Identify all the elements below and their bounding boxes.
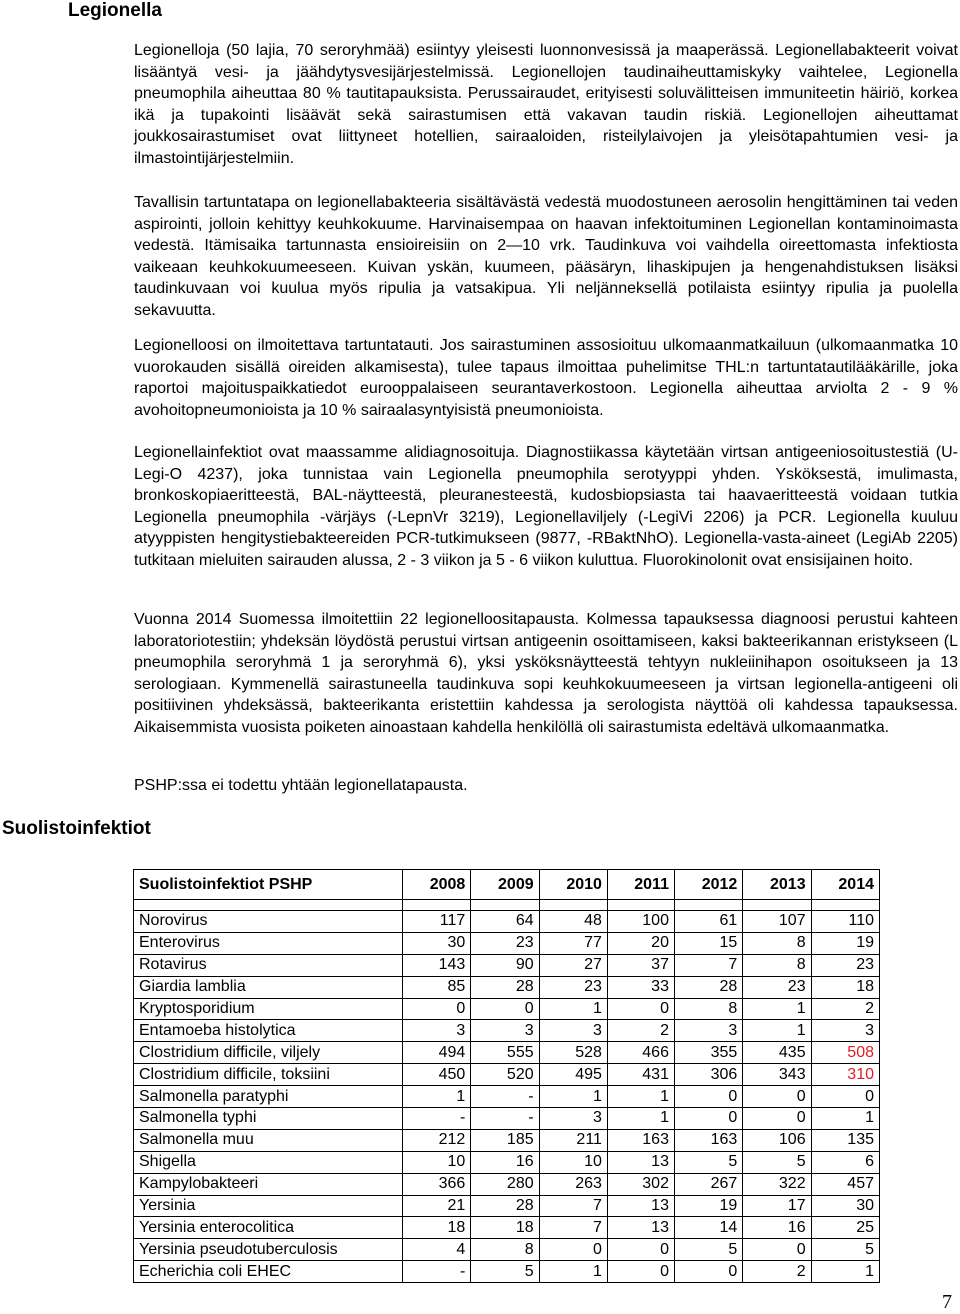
- infection-name-cell: Clostridium difficile, viljely: [134, 1042, 403, 1064]
- table-row: [134, 1261, 880, 1283]
- spacer-cell: [674, 900, 742, 911]
- value-cell: 33: [607, 976, 674, 998]
- value-cell: 0: [674, 1261, 742, 1283]
- page-number: 7: [942, 1291, 952, 1313]
- value-cell: 19: [674, 1195, 742, 1217]
- value-cell: 77: [539, 932, 607, 954]
- section-heading-legionella: Legionella: [68, 0, 162, 21]
- value-cell: 7: [674, 954, 742, 976]
- value-cell: 13: [607, 1195, 674, 1217]
- year-header: 2012: [674, 870, 742, 900]
- infection-name-cell: Salmonella paratyphi: [134, 1086, 403, 1108]
- value-cell: 143: [403, 954, 471, 976]
- value-cell: 110: [811, 911, 879, 933]
- value-cell: 343: [743, 1064, 811, 1086]
- table-row: [134, 976, 880, 998]
- table-row: [134, 954, 880, 976]
- value-cell: 555: [471, 1042, 539, 1064]
- value-cell: 1: [539, 1261, 607, 1283]
- value-cell: 25: [811, 1217, 879, 1239]
- value-cell: 8: [743, 954, 811, 976]
- infection-name-cell: Enterovirus: [134, 932, 403, 954]
- value-cell: 16: [743, 1217, 811, 1239]
- value-cell: 1: [811, 1261, 879, 1283]
- value-cell: 6: [811, 1151, 879, 1173]
- value-cell: 7: [539, 1217, 607, 1239]
- infection-name-cell: Clostridium difficile, toksiini: [134, 1064, 403, 1086]
- value-cell: 15: [674, 932, 742, 954]
- value-cell: 106: [743, 1129, 811, 1151]
- value-cell: 28: [674, 976, 742, 998]
- value-cell: -: [471, 1086, 539, 1108]
- value-cell: 5: [811, 1239, 879, 1261]
- legionella-paragraph-6: [134, 775, 958, 797]
- table-row: [134, 1042, 880, 1064]
- value-cell: 366: [403, 1173, 471, 1195]
- value-cell: 21: [403, 1195, 471, 1217]
- value-cell: 2: [811, 998, 879, 1020]
- value-cell: 5: [674, 1151, 742, 1173]
- value-cell: 30: [811, 1195, 879, 1217]
- paragraph-text: Tavallisin tartuntatapa on legionellabakteeria sisältävästä vedestä muodostuneen aerosolin hengittäminen tai veden aspirointi, jolloin kehittyy keuhkokuume. Harvinaisempaa on haavan infektoituminen Legionellan kontaminoimasta vedestä. Itämisaika tartunnasta ensioireisiin on 2—10 vrk. Taudinkuva voi vaihdella oireettomasta infektiosta vaikeaan keuhkokuumeeseen. Kuivan yskän, kuumeen, pääsäryn, lihaskipujen ja hengenahdistuksen lisäksi taudinkuvaan voi kuulua myös ripulia ja vatsakipua. Yli neljänneksellä potilaista esiintyy ripulia ja puolella sekavuutta.: [134, 194, 958, 319]
- value-cell: 2: [743, 1261, 811, 1283]
- value-cell: 520: [471, 1064, 539, 1086]
- value-cell: 23: [743, 976, 811, 998]
- value-cell: 1: [539, 998, 607, 1020]
- value-cell: 20: [607, 932, 674, 954]
- value-cell: 23: [471, 932, 539, 954]
- table-row: [134, 998, 880, 1020]
- value-cell: 28: [471, 1195, 539, 1217]
- value-cell: 2: [607, 1020, 674, 1042]
- paragraph-text: Legionelloosi on ilmoitettava tartuntatauti. Jos sairastuminen assosioituu ulkomaanmatkailuun (ulkomaanmatka 10 vuorokauden sisällä oireiden alkamisesta), tulee tapaus ilmoittaa puhelimitse THL:n tartuntatautilääkärille, joka raportoi majoituspaikkatiedot eurooppalaiseen seurantaverkostoon. Legionella aiheuttaa arviolta 2 - 9 % avohoitopneumonioista ja 10 % sairaalasyntyisistä pneumonioista.: [134, 337, 958, 419]
- infection-name-cell: Kryptosporidium: [134, 998, 403, 1020]
- value-cell: 163: [607, 1129, 674, 1151]
- value-cell: 302: [607, 1173, 674, 1195]
- legionella-paragraph-3: [134, 335, 958, 421]
- infection-name-cell: Echerichia coli EHEC: [134, 1261, 403, 1283]
- table-row: [134, 911, 880, 933]
- value-cell: 5: [743, 1151, 811, 1173]
- table-row: [134, 1064, 880, 1086]
- infection-name-cell: Giardia lamblia: [134, 976, 403, 998]
- value-cell: 310: [811, 1064, 879, 1086]
- value-cell: 107: [743, 911, 811, 933]
- table-row: [134, 1195, 880, 1217]
- table-row: [134, 1129, 880, 1151]
- value-cell: 322: [743, 1173, 811, 1195]
- table-title: Suolistoinfektiot PSHP: [134, 870, 403, 900]
- value-cell: 5: [674, 1239, 742, 1261]
- value-cell: 64: [471, 911, 539, 933]
- value-cell: 457: [811, 1173, 879, 1195]
- value-cell: -: [471, 1108, 539, 1130]
- value-cell: 0: [607, 1239, 674, 1261]
- legionella-paragraph-1: [134, 40, 958, 170]
- value-cell: 18: [403, 1217, 471, 1239]
- infection-name-cell: Shigella: [134, 1151, 403, 1173]
- table-spacer-row: [134, 900, 880, 911]
- infection-name-cell: Norovirus: [134, 911, 403, 933]
- value-cell: 28: [471, 976, 539, 998]
- value-cell: 466: [607, 1042, 674, 1064]
- value-cell: 0: [539, 1239, 607, 1261]
- suolistoinfektiot-table: [133, 869, 880, 1283]
- paragraph-text: Vuonna 2014 Suomessa ilmoitettiin 22 legionelloositapausta. Kolmessa tapauksessa diagnoosi perustui kahteen laboratoriotestiin; yhdeksän löydöstä perustui virtsan antigeenin osoittamiseen, kaksi bakteerikannan eristykseen (L pneumophila seroryhmä 1 ja seroryhmä 6), yksi ysköksnäytteestä tehtyyn nukleiinihapon osoitukseen ja 13 serologiaan. Kymmenellä sairastuneella taudinkuva sopi keuhkokuumeeseen ja virtsan legionella-antigeeni oli positiivinen yhdeksässä, bakteerikanta eristettiin kahdessa ja serologista näyttöä oli kahdessa tapauksessa. Aikaisemmista vuosista poiketen ainoastaan kahdella henkilöllä oli sairastumista edeltävä ulkomaanmatka.: [134, 611, 958, 736]
- spacer-cell: [811, 900, 879, 911]
- value-cell: 18: [471, 1217, 539, 1239]
- infection-name-cell: Yersinia enterocolitica: [134, 1217, 403, 1239]
- value-cell: 5: [471, 1261, 539, 1283]
- value-cell: 528: [539, 1042, 607, 1064]
- table-row: [134, 932, 880, 954]
- infection-name-cell: Entamoeba histolytica: [134, 1020, 403, 1042]
- value-cell: 19: [811, 932, 879, 954]
- value-cell: 117: [403, 911, 471, 933]
- value-cell: 185: [471, 1129, 539, 1151]
- value-cell: 10: [539, 1151, 607, 1173]
- spacer-cell: [134, 900, 403, 911]
- value-cell: 90: [471, 954, 539, 976]
- section-heading-suolistoinfektiot: Suolistoinfektiot: [2, 818, 151, 839]
- value-cell: 8: [674, 998, 742, 1020]
- value-cell: 61: [674, 911, 742, 933]
- value-cell: 3: [811, 1020, 879, 1042]
- value-cell: 48: [539, 911, 607, 933]
- value-cell: 0: [743, 1239, 811, 1261]
- value-cell: 263: [539, 1173, 607, 1195]
- infection-name-cell: Kampylobakteeri: [134, 1173, 403, 1195]
- paragraph-text: Legionellainfektiot ovat maassamme alidiagnosoituja. Diagnostiikassa käytetään virtsan antigeeniosoitustestiä (U-Legi-O 4237), joka tunnistaa vain Legionella pneumophila serotyyppi yhden. Ysköksestä, imulimasta, bronkoskopiaeritteestä, BAL-näytteestä, pleuranesteestä, kudosbiopsiasta tai haavaeritteestä voidaan tutkia Legionella pneumophila -värjäys (-LepnVr 3219), Legionellaviljely (-LegiVi 2206) ja PCR. Legionella kuuluu atyyppisten hengitystiebakteereiden PCR-tutkimukseen (9877, -RBaktNhO). Legionella-vasta-aineet (LegiAb 2205) tutkitaan mieluiten sairauden alussa, 2 - 3 viikon ja 5 - 6 viikon kuluttua. Fluorokinolonit ovat ensisijainen hoito.: [134, 444, 958, 569]
- value-cell: 435: [743, 1042, 811, 1064]
- value-cell: 3: [403, 1020, 471, 1042]
- paragraph-text: Legionelloja (50 lajia, 70 seroryhmää) esiintyy yleisesti luonnonvesissä ja maaperässä. Legionellabakteerit voivat lisääntyä vesi- ja jäähdytysvesijärjestelmissä. Legionellojen taudinaiheuttamiskyky vaihtelee, Legionella pneumophila aiheuttaa 80 % tautitapauksista. Perussairaudet, erityisesti soluvälitteisen immuniteetin häiriö, korkea ikä ja tupakointi lisäävät sekä sairastumisen että vakavan taudin riskiä. Legionellojen aiheuttamat joukkosairastumiset ovat liittyneet hotellien, sairaaloiden, risteilylaivojen ja yleisötapahtumien vesi- ja ilmastointijärjestelmiin.: [134, 42, 958, 167]
- value-cell: 27: [539, 954, 607, 976]
- legionella-paragraph-4: [134, 442, 958, 572]
- value-cell: 1: [607, 1108, 674, 1130]
- value-cell: 267: [674, 1173, 742, 1195]
- value-cell: 23: [811, 954, 879, 976]
- value-cell: 18: [811, 976, 879, 998]
- value-cell: 30: [403, 932, 471, 954]
- table-row: [134, 1217, 880, 1239]
- spacer-cell: [607, 900, 674, 911]
- year-header: 2008: [403, 870, 471, 900]
- year-header: 2013: [743, 870, 811, 900]
- value-cell: 0: [607, 1261, 674, 1283]
- value-cell: 280: [471, 1173, 539, 1195]
- value-cell: 508: [811, 1042, 879, 1064]
- paragraph-text: PSHP:ssa ei todettu yhtään legionellatapausta.: [134, 777, 468, 794]
- value-cell: 495: [539, 1064, 607, 1086]
- spacer-cell: [743, 900, 811, 911]
- value-cell: 7: [539, 1195, 607, 1217]
- table-body: [134, 900, 880, 1283]
- value-cell: 100: [607, 911, 674, 933]
- value-cell: 23: [539, 976, 607, 998]
- value-cell: 3: [539, 1020, 607, 1042]
- value-cell: 1: [743, 998, 811, 1020]
- spacer-cell: [471, 900, 539, 911]
- value-cell: 1: [539, 1086, 607, 1108]
- value-cell: 17: [743, 1195, 811, 1217]
- value-cell: 450: [403, 1064, 471, 1086]
- year-header: 2011: [607, 870, 674, 900]
- table-row: [134, 1173, 880, 1195]
- table-row: [134, 1239, 880, 1261]
- infection-name-cell: Salmonella muu: [134, 1129, 403, 1151]
- value-cell: 306: [674, 1064, 742, 1086]
- value-cell: 211: [539, 1129, 607, 1151]
- table-row: [134, 1020, 880, 1042]
- value-cell: 431: [607, 1064, 674, 1086]
- value-cell: 8: [471, 1239, 539, 1261]
- value-cell: 3: [674, 1020, 742, 1042]
- year-header: 2010: [539, 870, 607, 900]
- infection-name-cell: Yersinia pseudotuberculosis: [134, 1239, 403, 1261]
- value-cell: 0: [403, 998, 471, 1020]
- spacer-cell: [539, 900, 607, 911]
- year-header: 2009: [471, 870, 539, 900]
- value-cell: 13: [607, 1151, 674, 1173]
- value-cell: 0: [607, 998, 674, 1020]
- value-cell: 85: [403, 976, 471, 998]
- value-cell: 37: [607, 954, 674, 976]
- table-row: [134, 1151, 880, 1173]
- value-cell: 1: [403, 1086, 471, 1108]
- spacer-cell: [403, 900, 471, 911]
- table-header-row: [134, 870, 880, 900]
- value-cell: -: [403, 1261, 471, 1283]
- value-cell: 1: [607, 1086, 674, 1108]
- value-cell: 8: [743, 932, 811, 954]
- value-cell: 4: [403, 1239, 471, 1261]
- table-row: [134, 1086, 880, 1108]
- table-row: [134, 1108, 880, 1130]
- value-cell: 212: [403, 1129, 471, 1151]
- value-cell: 355: [674, 1042, 742, 1064]
- value-cell: 0: [743, 1108, 811, 1130]
- value-cell: 1: [743, 1020, 811, 1042]
- infection-name-cell: Rotavirus: [134, 954, 403, 976]
- value-cell: -: [403, 1108, 471, 1130]
- infection-name-cell: Yersinia: [134, 1195, 403, 1217]
- value-cell: 3: [471, 1020, 539, 1042]
- infection-name-cell: Salmonella typhi: [134, 1108, 403, 1130]
- value-cell: 494: [403, 1042, 471, 1064]
- value-cell: 135: [811, 1129, 879, 1151]
- legionella-paragraph-5: [134, 609, 958, 739]
- legionella-paragraph-2: [134, 192, 958, 322]
- value-cell: 16: [471, 1151, 539, 1173]
- value-cell: 13: [607, 1217, 674, 1239]
- value-cell: 0: [471, 998, 539, 1020]
- value-cell: 14: [674, 1217, 742, 1239]
- value-cell: 0: [674, 1086, 742, 1108]
- value-cell: 10: [403, 1151, 471, 1173]
- value-cell: 3: [539, 1108, 607, 1130]
- value-cell: 0: [743, 1086, 811, 1108]
- value-cell: 0: [811, 1086, 879, 1108]
- value-cell: 1: [811, 1108, 879, 1130]
- value-cell: 163: [674, 1129, 742, 1151]
- value-cell: 0: [674, 1108, 742, 1130]
- year-header: 2014: [811, 870, 879, 900]
